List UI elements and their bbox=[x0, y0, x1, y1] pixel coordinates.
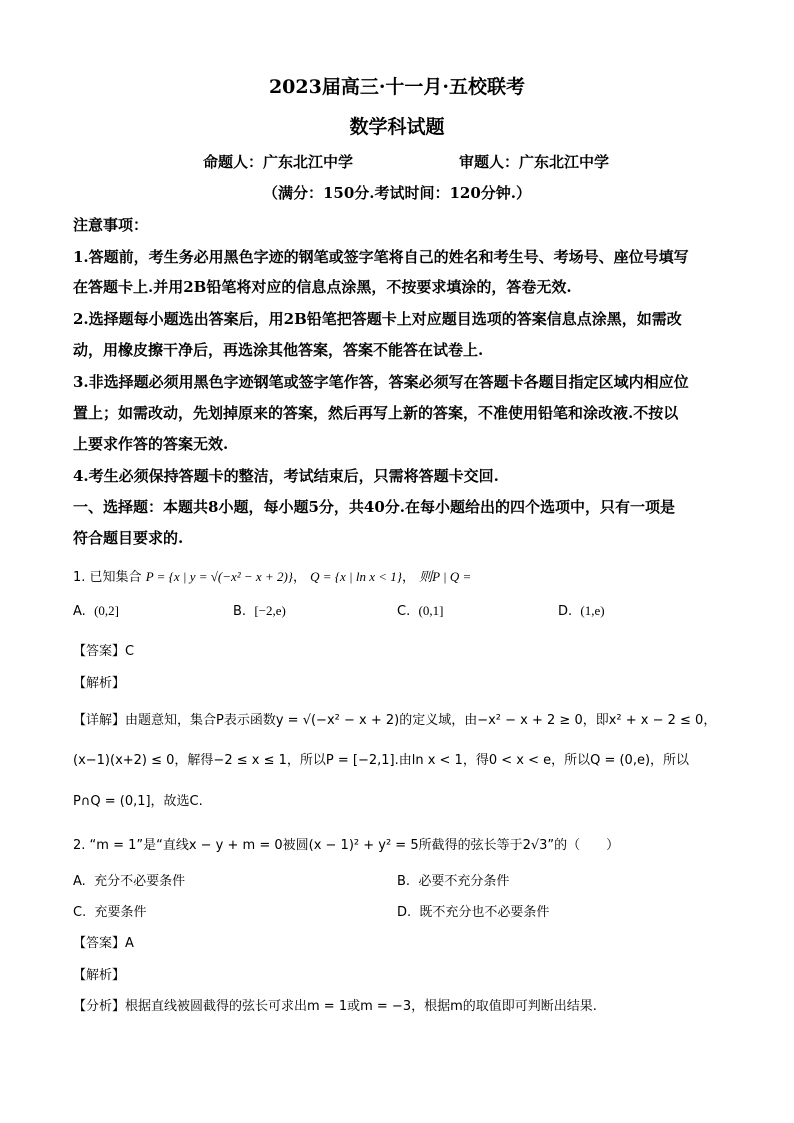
q1-detail-line: P∩Q = (0,1]，故选C. bbox=[73, 794, 203, 809]
q2-option-a: A. 充分不必要条件 bbox=[73, 874, 186, 889]
reviewer-line: 审题人：广东北江中学 bbox=[459, 153, 610, 171]
exam-subtitle: 数学科试题 bbox=[349, 116, 445, 138]
note-line: 3.非选择题必须用黑色字迹钢笔或签字笔作答，答案必须写在答题卡各题目指定区域内相应位 bbox=[73, 373, 689, 391]
q2-fenxi-line: 【分析】根据直线被圆截得的弦长可求出m = 1或m = −3，根据m的取值即可判断出结果. bbox=[73, 999, 597, 1014]
q1-prefix: 1. 已知集合 bbox=[73, 570, 142, 585]
q1-detail-line: 【详解】由题意知，集合P表示函数y = √(−x² − x + 2)的定义域，由−x² − x + 2 ≥ 0，即x² + x − 2 ≤ 0， bbox=[73, 713, 717, 728]
q1-option-b: B. [−2,e) bbox=[233, 603, 286, 619]
q2-option-d: D. 既不充分也不必要条件 bbox=[397, 905, 550, 920]
answer-tag: 【答案】 bbox=[73, 936, 126, 951]
q2-stem: 2. “m = 1”是“直线x − y + m = 0被圆(x − 1)² + y² = 5所截得的弦长等于2√3”的（ ） bbox=[73, 838, 620, 853]
q1-option-d: D. (1,e) bbox=[558, 603, 605, 619]
q1-analysis-tag: 【解析】 bbox=[73, 676, 126, 691]
fenxi-tag: 【分析】 bbox=[73, 999, 126, 1014]
q2-option-b: B. 必要不充分条件 bbox=[397, 874, 510, 889]
answer-value: A bbox=[125, 936, 134, 951]
note-line: 上要求作答的答案无效. bbox=[73, 435, 229, 453]
section-heading-cont: 符合题目要求的. bbox=[73, 529, 184, 547]
q1-stem: 1. 已知集合 P = {x | y = √(−x² − x + 2)}， Q = {x | ln x < 1}， 则P | Q = bbox=[73, 569, 472, 585]
notes-heading: 注意事项： bbox=[73, 216, 149, 234]
answer-value: C bbox=[125, 644, 135, 659]
q1-option-c: C. (0,1] bbox=[397, 603, 444, 619]
q1-detail-line: (x−1)(x+2) ≤ 0，解得−2 ≤ x ≤ 1，所以P = [−2,1].由ln x < 1，得0 < x < e，所以Q = (0,e)，所以 bbox=[73, 753, 690, 768]
note-line: 2.选择题每小题选出答案后，用2B铅笔把答题卡上对应题目选项的答案信息点涂黑，如需改 bbox=[73, 310, 682, 328]
q2-answer bbox=[73, 932, 134, 951]
note-line: 4.考生必须保持答题卡的整洁，考试结束后，只需将答题卡交回. bbox=[73, 467, 499, 485]
q2-analysis-tag: 【解析】 bbox=[73, 968, 126, 983]
author-line: 命题人：广东北江中学 bbox=[203, 153, 354, 171]
exam-info: （满分：150分.考试时间：120分钟.） bbox=[262, 184, 532, 202]
q1-ask: 则P | Q = bbox=[419, 569, 472, 584]
note-line: 1.答题前，考生务必用黑色字迹的钢笔或签字笔将自己的姓名和考生号、考场号、座位号填写 bbox=[73, 248, 689, 266]
q2-option-c: C. 充要条件 bbox=[73, 905, 147, 920]
exam-title: 2023届高三·十一月·五校联考 bbox=[268, 76, 526, 98]
answer-tag: 【答案】 bbox=[73, 644, 126, 659]
q1-option-a: A. (0,2] bbox=[73, 603, 119, 619]
note-line: 动，用橡皮擦干净后，再选涂其他答案，答案不能答在试卷上. bbox=[73, 341, 484, 359]
section-heading: 一、选择题：本题共8小题，每小题5分，共40分.在每小题给出的四个选项中，只有一项是 bbox=[73, 498, 675, 516]
note-line: 置上；如需改动，先划掉原来的答案，然后再写上新的答案，不准使用铅笔和涂改液.不按以 bbox=[73, 404, 679, 422]
detail-tag: 【详解】 bbox=[73, 713, 126, 728]
q1-answer bbox=[73, 640, 134, 659]
q1-set-p: P = {x | y = √(−x² − x + 2)} bbox=[145, 569, 293, 584]
q1-set-q: Q = {x | ln x < 1} bbox=[310, 569, 402, 584]
note-line: 在答题卡上.并用2B铅笔将对应的信息点涂黑，不按要求填涂的，答卷无效. bbox=[73, 278, 572, 296]
